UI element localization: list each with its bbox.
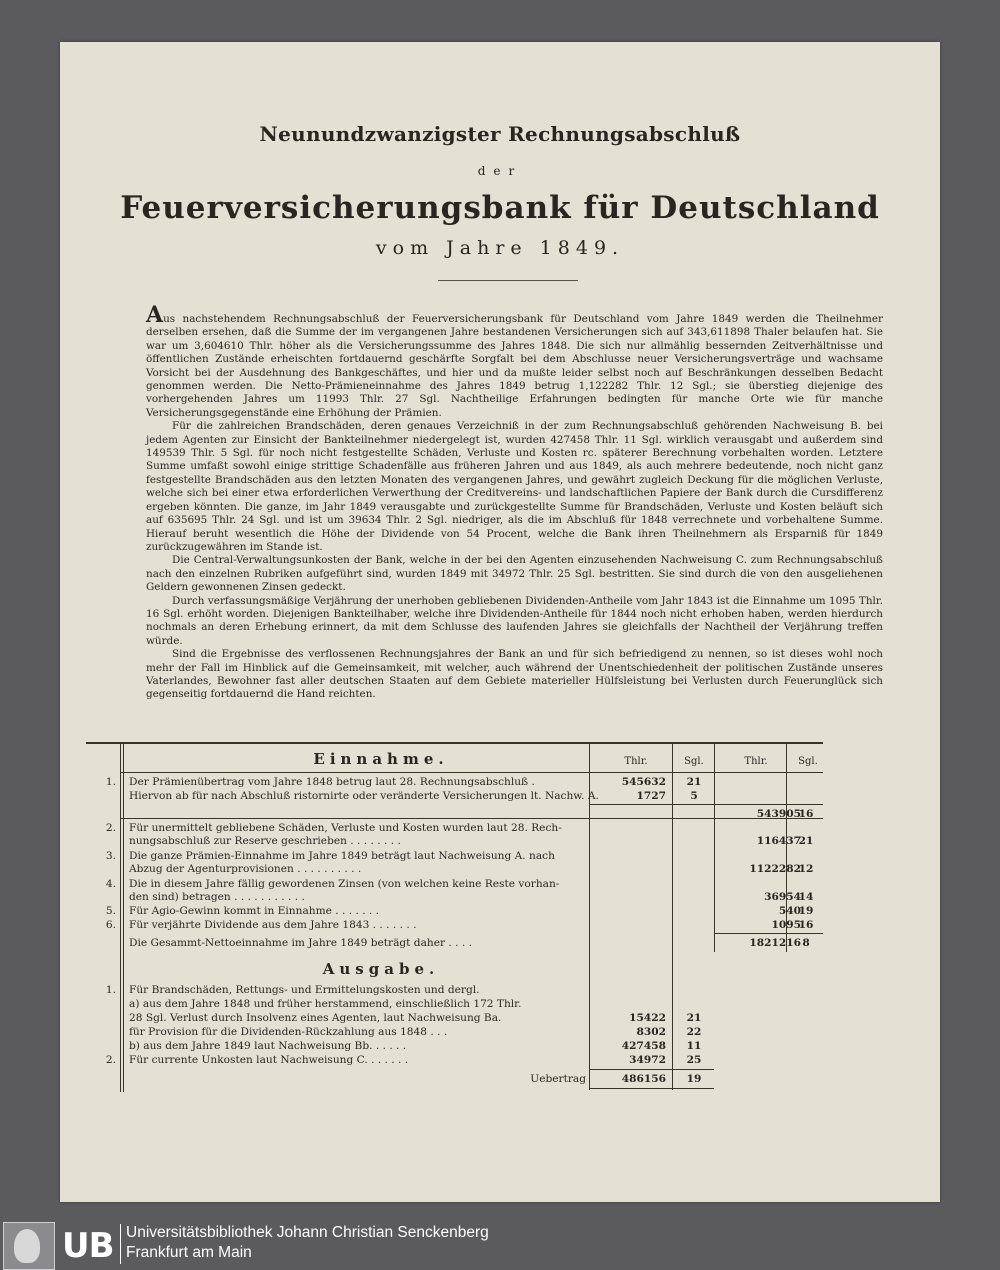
paragraph-5: Sind die Ergebnisse des verflossenen Rechnungsjahres der Bank an und für sich befriedigend zu nennen, so ist dieses wohl noch mehr der Fall im Hinblick auf die Gemeinsamkeit, mit welcher, auch während der Unentschiedenheit der politischen Zustände unseres Vaterlandes, Bewohner fast aller deutschen Staaten auf dem Gebiete materieller Hülfsleistung bei Verlusten durch Feuerunglück sich gegenseitig fortdauernd die Hand reichten. xyxy=(146,648,883,701)
section-ausgabe: Ausgabe. xyxy=(322,960,440,978)
table-row: 5. Für Agio-Gewinn kommt in Einnahme . . . . . . . 540 19 xyxy=(105,905,814,917)
library-portrait-icon xyxy=(3,1222,55,1270)
document-year: vom Jahre 1849. xyxy=(375,237,625,259)
table-row: b) aus dem Jahre 1849 laut Nachweisung Bb. . . . . . 427458 11 xyxy=(129,1040,702,1052)
library-logo: UB xyxy=(62,1226,114,1266)
table-row: Hiervon ab für nach Abschluß ristornirte oder veränderte Versicherungen lt. Nachw. A. 1727 5 xyxy=(129,790,698,802)
paragraph-2: Für die zahlreichen Brandschäden, deren genaues Verzeichniß in der zum Rechnungsabschluß gehörenden Nachweisung B. bei jedem Agenten zur Einsicht der Bankteilnehmer niedergelegt ist, wurden 427458 Thlr. 11 Sgl. wirklich verausgabt und außerdem sind 149539 Thlr. 5 Sgl. für noch nicht festgestellte Schäden, Verluste und Kosten rc. späterer Berechnung vorbehalten worden. Letztere Summe umfaßt sowohl einige strittige Schadenfälle aus früheren Jahren und aus 1849, als auch mehrere bedeutende, noch nicht ganz festgestellte Brandschäden aus den letzten Monaten des vergangenen Jahres, und gewährt zugleich Deckung für die möglichen Verluste, welche sich bei einer etwa erforderlichen Verwerthung der Creditvereins- und landschaftlichen Papiere der Bank durch die Cursdifferenz ergeben könnten. Die ganze, im Jahr 1849 verausgabte und zurückgestellte Summe für Brandschäden, Verluste und Kosten beläuft sich auf 635695 Thlr. 24 Sgl. und ist um 39634 Thlr. 2 Sgl. niedriger, als die im Abschluß für 1848 verrechnete und vorbehaltene Summe. Hierauf beruht wesentlich die Höhe der Dividende von 54 Procent, welche die Bank ihren Theilnehmern als Ersparniß für 1849 zurückzugewähren im Stande ist. xyxy=(146,420,883,553)
table-row: 1. Der Prämienübertrag vom Jahre 1848 betrug laut 28. Rechnungsabschluß . 545632 21 xyxy=(105,776,702,788)
uebertrag-rule xyxy=(589,1069,714,1070)
table-row: Abzug der Agenturprovisionen . . . . . . . . . . 1122282 12 xyxy=(129,863,814,875)
table-row-total: Die Gesammt-Nettoeinnahme im Jahre 1849 beträgt daher . . . . 1821216 8 xyxy=(129,937,810,949)
library-name: Universitätsbibliothek Johann Christian Senckenberg xyxy=(126,1224,489,1241)
subtotal-rule-2 xyxy=(714,804,823,805)
table-row: nungsabschluß zur Reserve geschrieben . . . . . . . . 116437 21 xyxy=(129,835,814,847)
subtotal-rule xyxy=(589,804,714,805)
row-rule xyxy=(120,818,823,819)
total-rule xyxy=(714,933,823,934)
col-sgl-2: Sgl. xyxy=(798,756,818,767)
paragraph-4: Durch verfassungsmäßige Verjährung der unerhoben gebliebenen Dividenden-Antheile vom Jahr 1843 ist die Einnahme um 1095 Thlr. 16 Sgl. erhöht worden. Diejenigen Bankteilhaber, welche ihre Dividenden-Antheile für 1844 noch nicht erhoben haben, werden hierdurch nochmals an deren Erhebung erinnert, da mit dem Schlusse des laufenden Jahres sie gleichfalls der Nachtheil der Verjährung treffen würde. xyxy=(146,594,883,647)
title-rule xyxy=(438,280,578,281)
table-row: 6. Für verjährte Dividende aus dem Jahre 1843 . . . . . . . 1095 16 xyxy=(105,919,814,931)
table-row: den sind) betragen . . . . . . . . . . . 36954 14 xyxy=(129,891,814,903)
document-body xyxy=(146,302,883,702)
library-city: Frankfurt am Main xyxy=(126,1244,252,1261)
paragraph-1 xyxy=(146,302,883,420)
section-einnahme: Einnahme. xyxy=(313,750,449,768)
table-row: 1. Für Brandschäden, Rettungs- und Ermittelungskosten und dergl. xyxy=(105,984,480,996)
logo-separator xyxy=(120,1224,121,1264)
table-row: 2. Für unermittelt gebliebene Schäden, Verluste und Kosten wurden laut 28. Rech- xyxy=(105,822,562,834)
document-title: Feuerversicherungsbank für Deutschland xyxy=(120,190,880,226)
paragraph-1-text: us nachstehendem Rechnungsabschluß der Feuerversicherungsbank für Deutschland vom Jahre 1849 werden die Theilnehmer derselben ersehen, daß die Summe der im vergangenen Jahre bestandenen Versicherungen sich auf 343,611898 Thaler belaufen hat. Sie war um 3,604610 Thlr. höher als die Versicherungssumme des Jahres 1848. Die sich nur allmählig bessernden Zeitverhältnisse und öffentlichen Zustände erheischten fortdauernd geschärfte Sorgfalt bei dem Abschlusse neuer Versicherungsverträge und wachsame Vorsicht bei der Ausdehnung des Bankgeschäftes, und hier und da mußte leider selbst noch auf Beschränkungen desselben Bedacht genommen werden. Die Netto-Prämieneinnahme des Jahres 1849 betrug 1,122282 Thlr. 12 Sgl.; sie überstieg diejenige des vorhergehenden Jahres um 11993 Thlr. 27 Sgl. Nachtheilige Erfahrungen bedingten für manche Orte wie für manche Versicherungsgegenstände eine Erhöhung der Prämien. xyxy=(146,313,883,419)
document-heading: Neunundzwanzigster Rechnungsabschluß xyxy=(259,122,741,146)
col-thlr-1: Thlr. xyxy=(624,756,648,767)
table-row: a) aus dem Jahre 1848 und früher herstammend, einschließlich 172 Thlr. xyxy=(129,998,522,1010)
table-row: 2. Für currente Unkosten laut Nachweisung C. . . . . . . 34972 25 xyxy=(105,1054,702,1066)
table-top-rule xyxy=(86,742,823,744)
col-sgl-1: Sgl. xyxy=(684,756,704,767)
table-row: 543905 16 xyxy=(756,808,814,820)
document-subheading-der: der xyxy=(477,164,523,178)
table-row: für Provision für die Dividenden-Rückzahlung aus 1848 . . . 8302 22 xyxy=(129,1026,702,1038)
table-row: 4. Die in diesem Jahre fällig gewordenen Zinsen (von welchen keine Reste vorhan- xyxy=(105,878,560,890)
library-footer xyxy=(0,1218,1000,1270)
table-row: 3. Die ganze Prämien-Einnahme im Jahre 1849 beträgt laut Nachweisung A. nach xyxy=(105,850,555,862)
col-thlr-2: Thlr. xyxy=(744,756,768,767)
table-row: 28 Sgl. Verlust durch Insolvenz eines Agenten, laut Nachweisung Ba. 15422 21 xyxy=(129,1012,702,1024)
paragraph-3: Die Central-Verwaltungsunkosten der Bank, welche in der bei den Agenten einzusehenden Nachweisung C. zum Rechnungsabschluß nach den einzelnen Rubriken aufgeführt sind, wurden 1849 mit 34972 Thlr. 25 Sgl. bestritten. Sie sind durch die von den ausgeliehenen Geldern gewonnenen Zinsen gedeckt. xyxy=(146,554,883,594)
initial-letter: A xyxy=(146,302,164,328)
table-bottom-rule xyxy=(589,1088,714,1089)
header-rule xyxy=(120,772,823,773)
table-row-uebertrag: Uebertrag 486156 19 xyxy=(530,1073,702,1085)
